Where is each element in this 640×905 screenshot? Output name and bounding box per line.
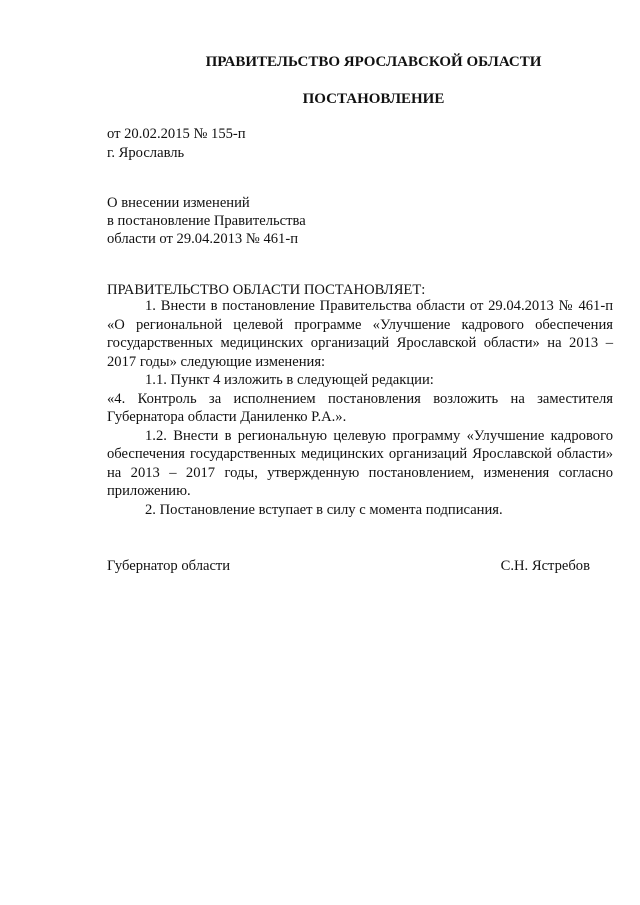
paragraph-1-2: 1.2. Внести в региональную целевую программу «Улучшение кадрового обеспечения государственных медицинских организаций Ярославской области» на 2013 – 2017 годы, утвержденную постановлением, изменения согласно приложению. [107, 427, 613, 499]
resolves-heading: ПРАВИТЕЛЬСТВО ОБЛАСТИ ПОСТАНОВЛЯЕТ: [107, 282, 426, 298]
signer-name: С.Н. Ястребов [500, 558, 590, 574]
resolution-body [107, 297, 613, 519]
document-city: г. Ярославль [107, 145, 185, 161]
government-title: ПРАВИТЕЛЬСТВО ЯРОСЛАВСКОЙ ОБЛАСТИ [205, 54, 542, 70]
paragraph-1: 1. Внести в постановление Правительства области от 29.04.2013 № 461-п «О региональной целевой программе «Улучшение кадрового обеспечения государственных медицинских организаций Ярославской области» на 2013 – 2017 годы» следующие изменения: [107, 298, 613, 370]
subject-line-1: О внесении изменений [107, 195, 250, 211]
paragraph-2: 2. Постановление вступает в силу с момента подписания. [145, 501, 503, 518]
document-type: ПОСТАНОВЛЕНИЕ [302, 91, 445, 107]
document-date-number: от 20.02.2015 № 155-п [107, 126, 246, 142]
signature-row [107, 558, 590, 575]
signer-position: Губернатор области [107, 558, 231, 574]
subject-line-2: в постановление Правительства [107, 213, 306, 229]
paragraph-1-1-quote: «4. Контроль за исполнением постановления возложить на заместителя Губернатора области Даниленко Р.А.». [107, 390, 613, 425]
paragraph-1-1: 1.1. Пункт 4 изложить в следующей редакции: [145, 372, 434, 388]
subject-line-3: области от 29.04.2013 № 461-п [107, 231, 299, 247]
